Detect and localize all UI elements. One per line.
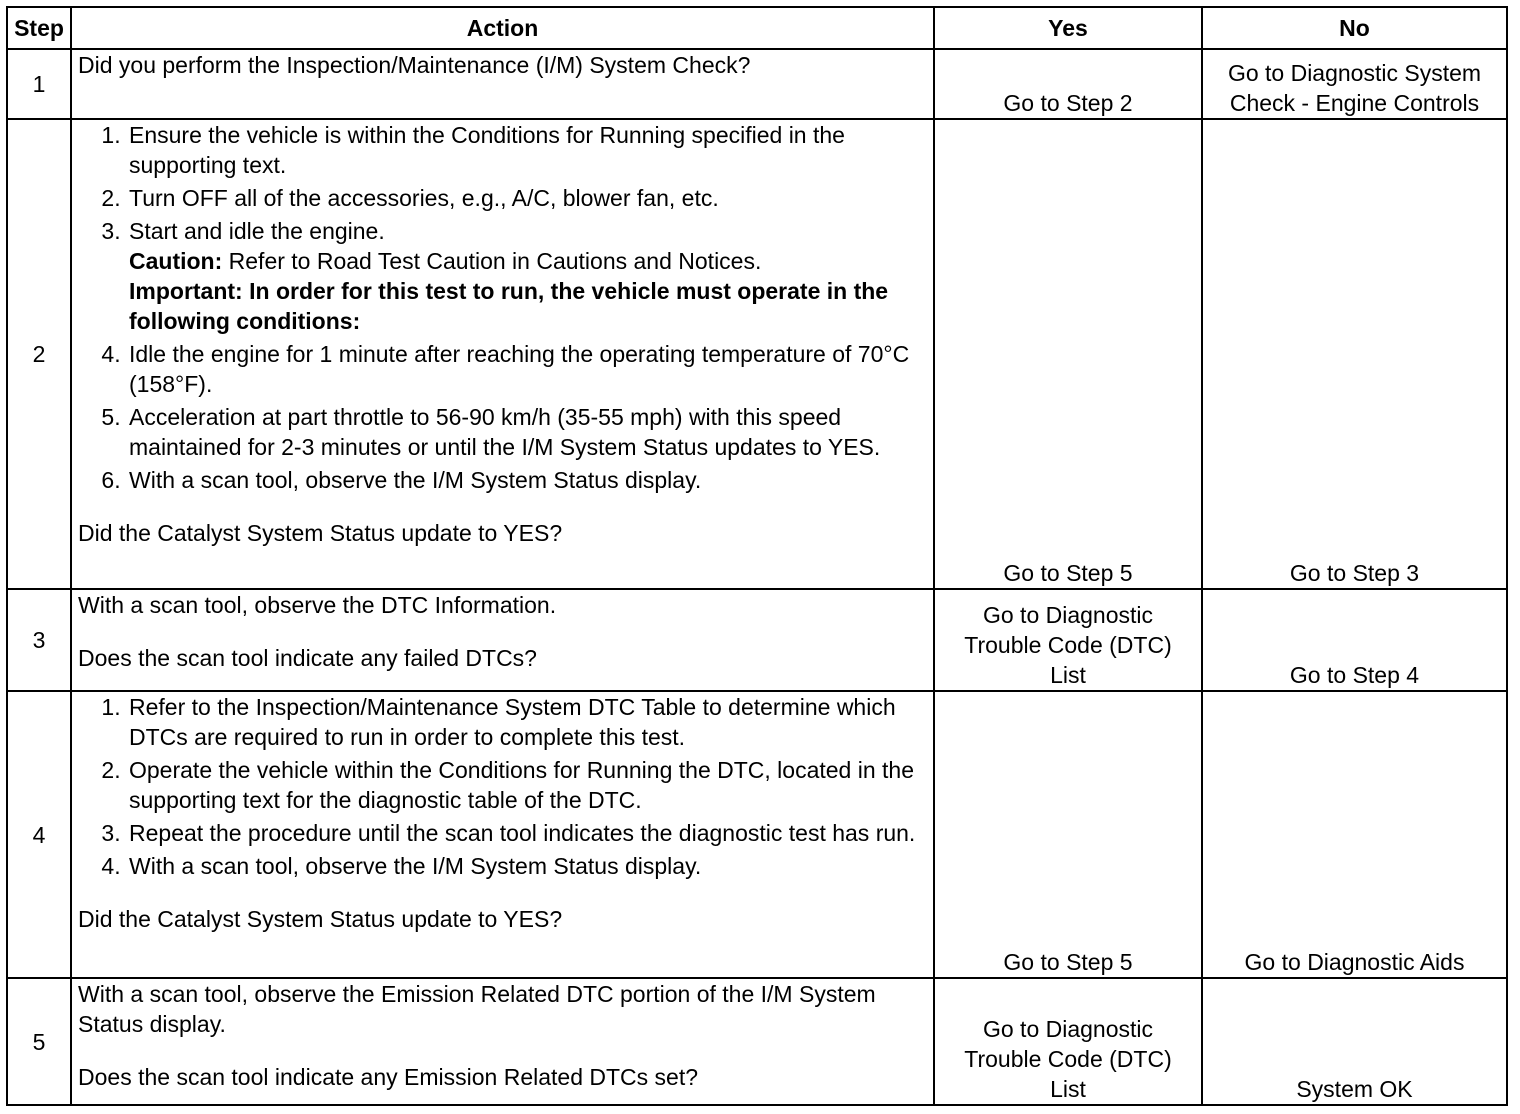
- yes-cell: [934, 119, 1202, 589]
- procedure-item: 5. Acceleration at part throttle to 56-90 km/h (35-55 mph) with this speed maintained for 2-3 minutes or until the I/M System Status updates to YES.: [127, 402, 927, 462]
- action-cell: [71, 691, 934, 978]
- action-instruction: With a scan tool, observe the Emission Related DTC portion of the I/M System Status display.: [78, 981, 876, 1037]
- action-question: Did the Catalyst System Status update to YES?: [78, 906, 563, 932]
- no-cell: [1202, 49, 1507, 119]
- header-action: Action: [71, 7, 934, 49]
- important-text: In order for this test to run, the vehicle must operate in the following conditions:: [129, 278, 889, 334]
- action-cell: [71, 589, 934, 691]
- diagnostic-table: [6, 6, 1508, 1106]
- no-link-line1[interactable]: Go to Diagnostic System: [1227, 60, 1482, 86]
- procedure-item: 4. With a scan tool, observe the I/M System Status display.: [127, 851, 927, 881]
- caution-text: Refer to Road Test Caution in Cautions and Notices.: [222, 248, 762, 274]
- no-link[interactable]: System OK: [1296, 1076, 1413, 1102]
- no-cell: [1202, 978, 1507, 1105]
- table-row: [7, 589, 1507, 691]
- procedure-list: [78, 692, 927, 881]
- procedure-item: 4. Idle the engine for 1 minute after reaching the operating temperature of 70°C (158°F).: [127, 339, 927, 399]
- procedure-item: 3. Repeat the procedure until the scan tool indicates the diagnostic test has run.: [127, 818, 927, 848]
- no-link[interactable]: Go to Step 4: [1289, 662, 1420, 688]
- header-step: Step: [7, 7, 71, 49]
- step-number: 4: [7, 691, 71, 978]
- important-label: Important:: [129, 278, 243, 304]
- procedure-item-text: Start and idle the engine.: [129, 218, 385, 244]
- no-link-line2[interactable]: Check - Engine Controls: [1229, 90, 1480, 116]
- table-row: [7, 49, 1507, 119]
- yes-link-line2[interactable]: Trouble Code (DTC): [964, 632, 1172, 658]
- action-question: Does the scan tool indicate any Emission Related DTCs set?: [78, 1064, 699, 1090]
- yes-cell: [934, 589, 1202, 691]
- important-note: [129, 276, 927, 336]
- procedure-item: 1. Refer to the Inspection/Maintenance System DTC Table to determine which DTCs are required to run in order to complete this test.: [127, 692, 927, 752]
- procedure-item: 1. Ensure the vehicle is within the Conditions for Running specified in the supporting text.: [127, 120, 927, 180]
- yes-link[interactable]: Go to Step 5: [1003, 949, 1133, 975]
- no-link[interactable]: Go to Step 3: [1289, 560, 1420, 586]
- action-question: Did the Catalyst System Status update to YES?: [78, 520, 563, 546]
- yes-link-line2[interactable]: Trouble Code (DTC): [964, 1046, 1172, 1072]
- step-number: 3: [7, 589, 71, 691]
- no-cell: [1202, 589, 1507, 691]
- yes-link[interactable]: Go to Step 2: [1003, 90, 1133, 116]
- action-cell: [71, 49, 934, 119]
- caution-label: Caution:: [129, 248, 223, 274]
- action-cell: [71, 119, 934, 589]
- step-number: 5: [7, 978, 71, 1105]
- yes-link-line1[interactable]: Go to Diagnostic: [982, 602, 1154, 628]
- procedure-item: [127, 216, 927, 336]
- yes-cell: [934, 49, 1202, 119]
- yes-cell: [934, 978, 1202, 1105]
- yes-link-line3[interactable]: List: [1050, 662, 1086, 688]
- procedure-item: 2. Operate the vehicle within the Conditions for Running the DTC, located in the supporting text for the diagnostic table of the DTC.: [127, 755, 927, 815]
- table-row: [7, 119, 1507, 589]
- procedure-item: 2. Turn OFF all of the accessories, e.g., A/C, blower fan, etc.: [127, 183, 927, 213]
- action-question: Does the scan tool indicate any failed DTCs?: [78, 645, 537, 671]
- yes-link-line3[interactable]: List: [1050, 1076, 1086, 1102]
- procedure-item: 6. With a scan tool, observe the I/M System Status display.: [127, 465, 927, 495]
- table-row: [7, 978, 1507, 1105]
- header-no: No: [1202, 7, 1507, 49]
- yes-link-line1[interactable]: Go to Diagnostic: [982, 1016, 1154, 1042]
- no-cell: [1202, 691, 1507, 978]
- step-number: 1: [7, 49, 71, 119]
- header-yes: Yes: [934, 7, 1202, 49]
- step-number: 2: [7, 119, 71, 589]
- action-cell: [71, 978, 934, 1105]
- yes-link[interactable]: Go to Step 5: [1003, 560, 1133, 586]
- action-instruction: With a scan tool, observe the DTC Information.: [78, 592, 557, 618]
- caution-note: [129, 246, 927, 276]
- table-row: [7, 691, 1507, 978]
- action-question: Did you perform the Inspection/Maintenance (I/M) System Check?: [78, 52, 751, 78]
- procedure-list: [78, 120, 927, 495]
- header-row: [7, 7, 1507, 49]
- no-cell: [1202, 119, 1507, 589]
- yes-cell: [934, 691, 1202, 978]
- no-link[interactable]: Go to Diagnostic Aids: [1244, 949, 1465, 975]
